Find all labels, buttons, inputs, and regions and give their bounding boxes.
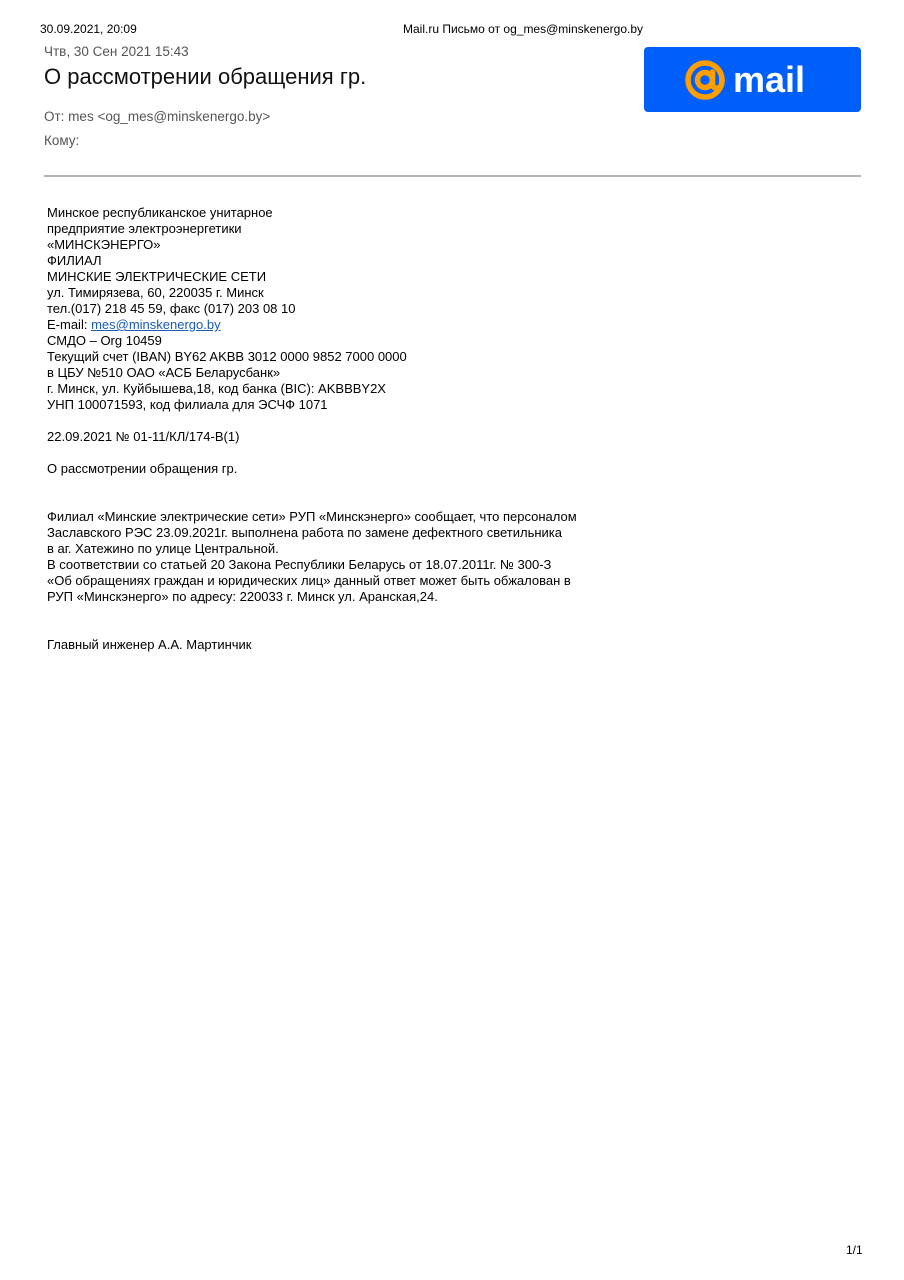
- bank-line: Текущий счет (IBAN) BY62 AKBB 3012 0000 9852 7000 0000: [47, 349, 407, 364]
- print-datetime: 30.09.2021, 20:09: [40, 22, 137, 36]
- mail-at-icon: [683, 55, 823, 105]
- body-line: Филиал «Минские электрические сети» РУП «Минскэнерго» сообщает, что персоналом: [47, 509, 577, 524]
- org-line: ул. Тимирязева, 60, 220035 г. Минск: [47, 285, 264, 300]
- spacer: [47, 605, 827, 621]
- bank-line: в ЦБУ №510 ОАО «АСБ Беларусбанк»: [47, 365, 281, 380]
- spacer: [47, 493, 827, 509]
- bank-line: г. Минск, ул. Куйбышева,18, код банка (BIC): AKBBBY2X: [47, 381, 386, 396]
- email-from: От: mes <og_mes@minskenergo.by>: [44, 109, 271, 124]
- body-line: в аг. Хатежино по улице Центральной.: [47, 541, 279, 556]
- email-line: [47, 317, 827, 333]
- org-line: тел.(017) 218 45 59, факс (017) 203 08 10: [47, 301, 296, 316]
- spacer: [47, 477, 827, 493]
- org-line: МИНСКИЕ ЭЛЕКТРИЧЕСКИЕ СЕТИ: [47, 269, 267, 284]
- body-line: РУП «Минскэнерго» по адресу: 220033 г. Минск ул. Аранская,24.: [47, 589, 438, 604]
- mail-logo-text: mail: [732, 58, 805, 100]
- email-subject: О рассмотрении обращения гр.: [44, 64, 367, 89]
- org-line: предприятие электроэнергетики: [47, 221, 242, 236]
- page-number: 1/1: [846, 1243, 863, 1257]
- spacer: [47, 445, 827, 461]
- org-line: Минское республиканское унитарное: [47, 205, 273, 220]
- bank-line: УНП 100071593, код филиала для ЭСЧФ 1071: [47, 397, 328, 412]
- org-line: «МИНСКЭНЕРГО»: [47, 237, 161, 252]
- mail-logo: [644, 47, 861, 112]
- regarding-line: О рассмотрении обращения гр.: [47, 461, 238, 476]
- email-to: Кому:: [44, 133, 80, 148]
- reference-number: 22.09.2021 № 01-11/КЛ/174-В(1): [47, 429, 240, 444]
- spacer: [47, 413, 827, 429]
- signature: Главный инженер А.А. Мартинчик: [47, 637, 252, 652]
- bank-line: СМДО – Org 10459: [47, 333, 162, 348]
- org-line: ФИЛИАЛ: [47, 253, 102, 268]
- email-date: Чтв, 30 Сен 2021 15:43: [44, 44, 189, 59]
- spacer: [47, 621, 827, 637]
- body-line: Заславского РЭС 23.09.2021г. выполнена работа по замене дефектного светильника: [47, 525, 562, 540]
- body-line: «Об обращениях граждан и юридических лиц» данный ответ может быть обжалован в: [47, 573, 571, 588]
- letter-body: [47, 205, 827, 653]
- body-line: В соответствии со статьей 20 Закона Республики Беларусь от 18.07.2011г. № 300-З: [47, 557, 552, 572]
- header-divider: [44, 175, 861, 177]
- email-label: E-mail:: [47, 317, 92, 332]
- print-title: Mail.ru Письмо от og_mes@minskenergo.by: [403, 22, 643, 36]
- email-link[interactable]: mes@minskenergo.by: [91, 317, 221, 332]
